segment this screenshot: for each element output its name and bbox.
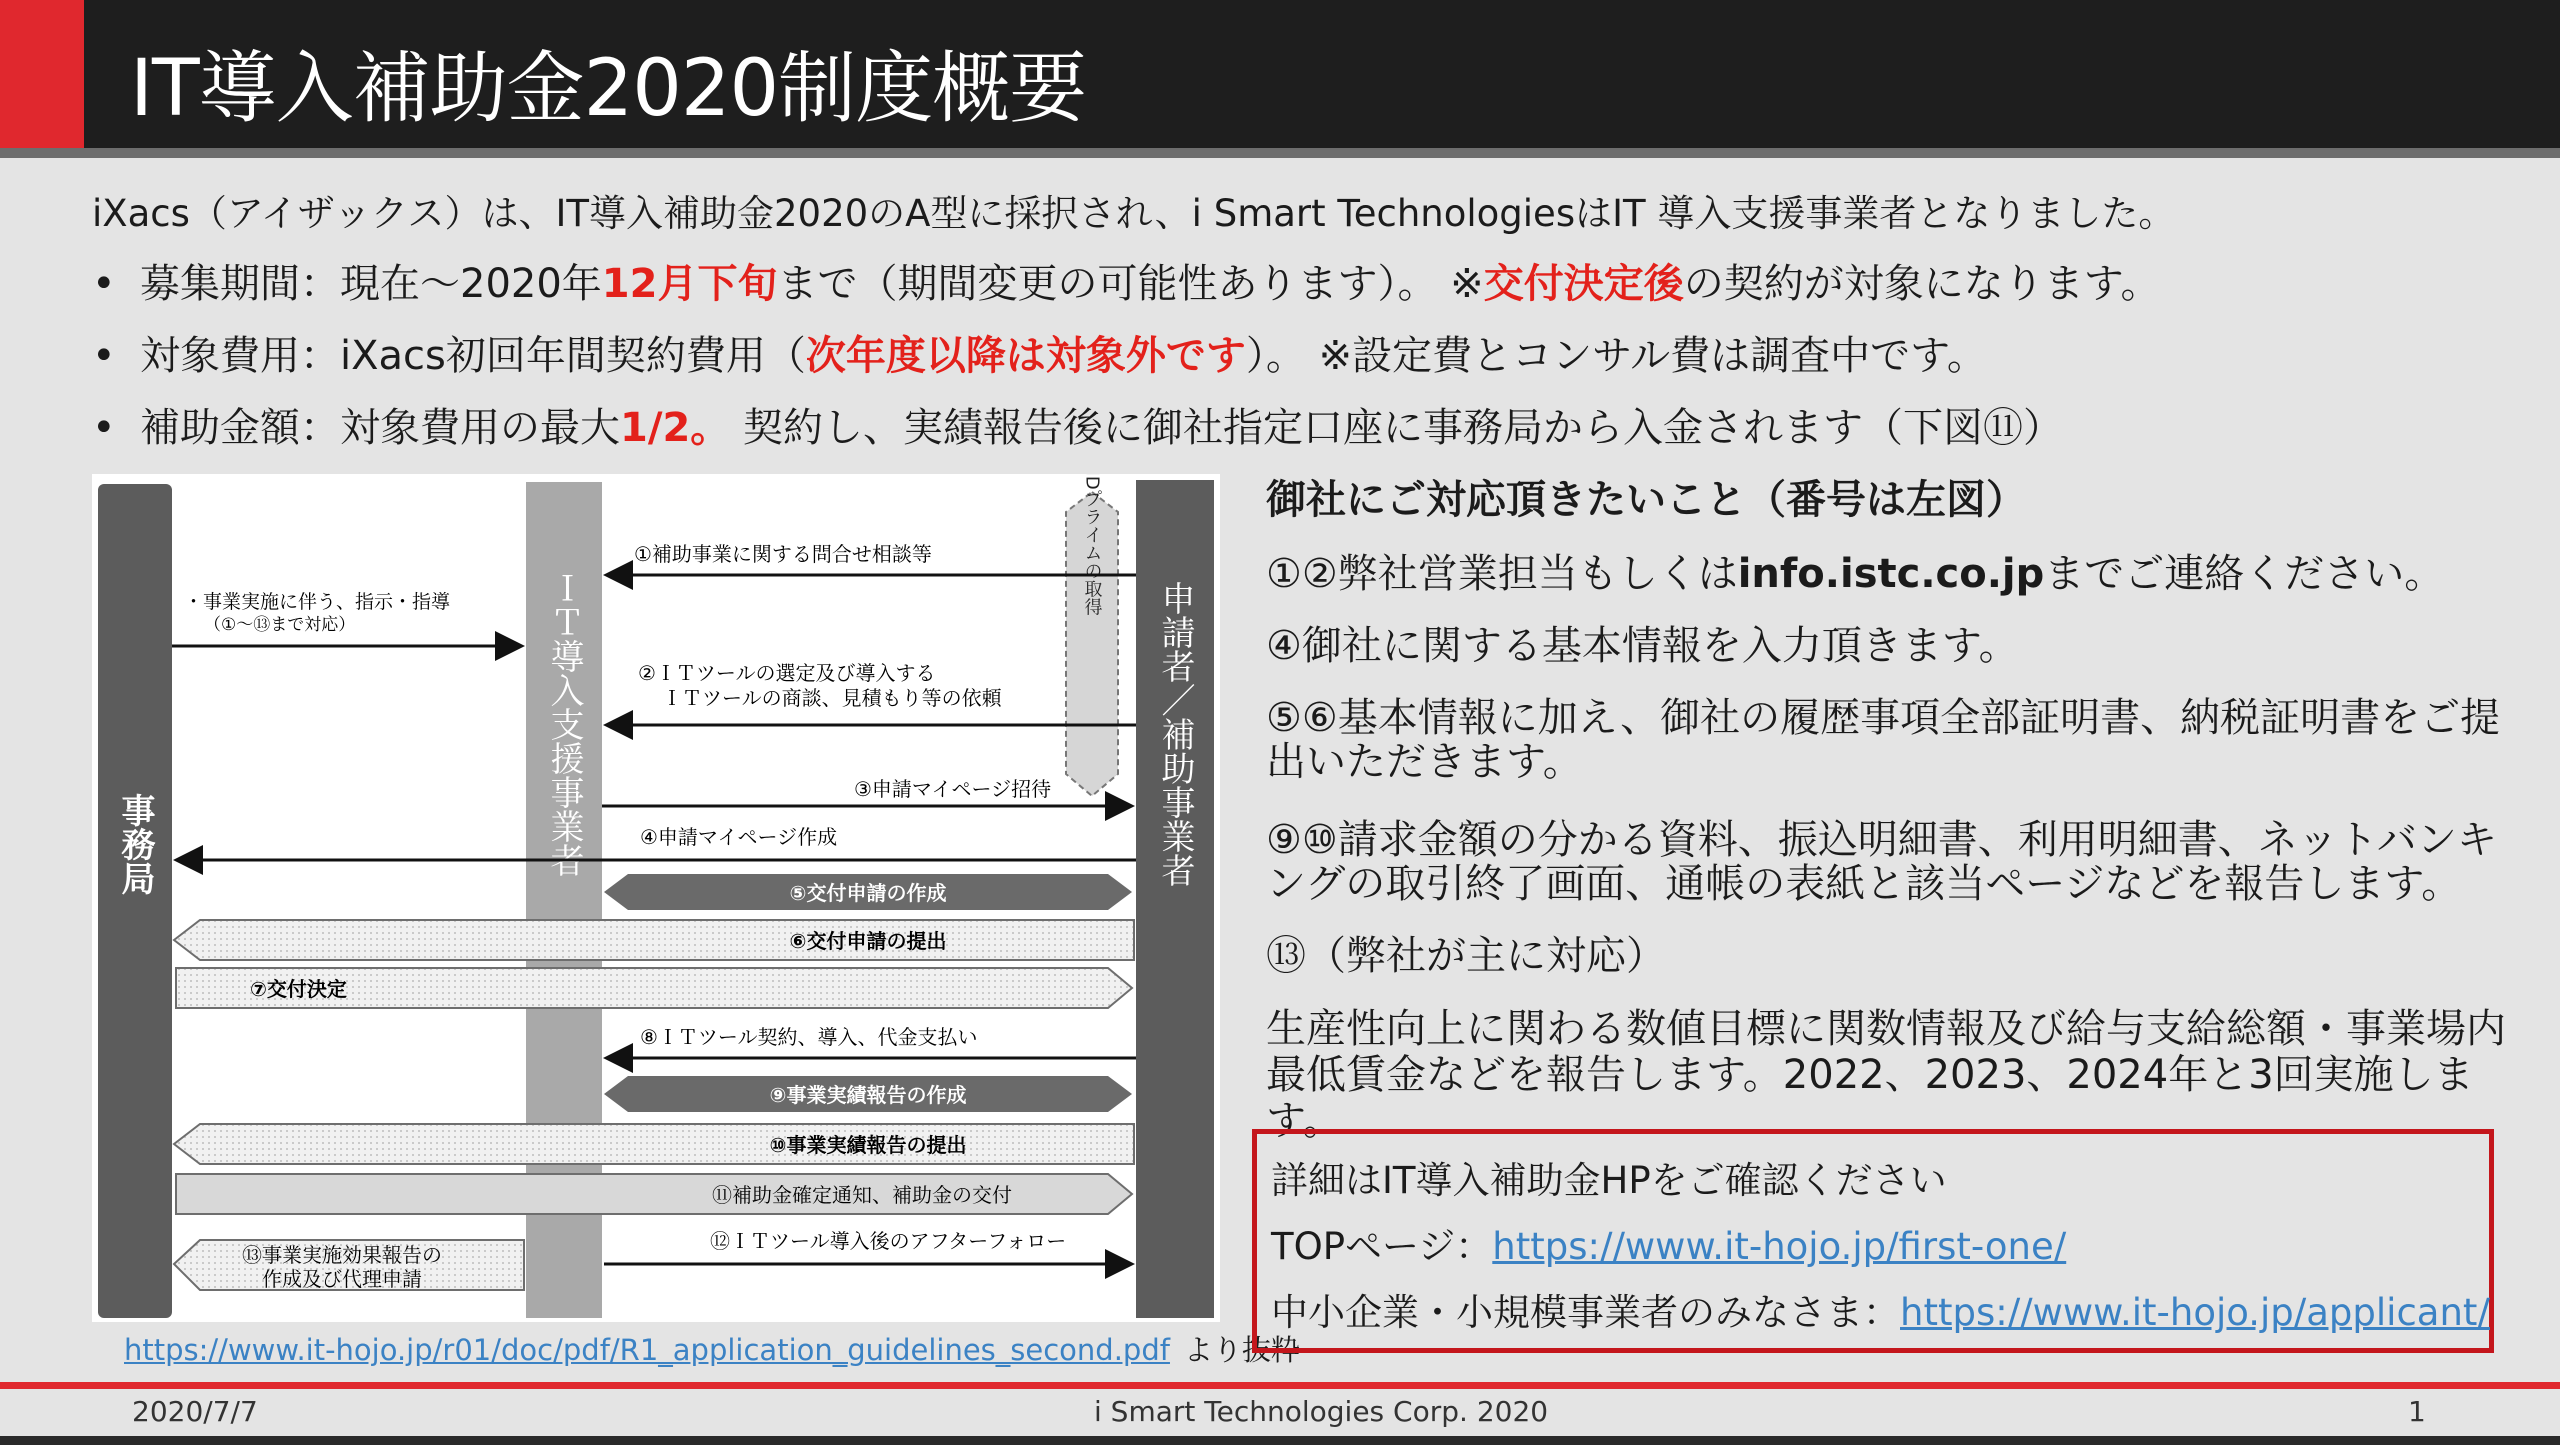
lane-it-vendor-label: ＩＴ導入支援事業者 (544, 571, 584, 877)
applicant-link[interactable]: https://www.it-hojo.jp/applicant/ (1900, 1291, 2490, 1334)
step-6-label: ⑥交付申請の提出 (789, 929, 947, 953)
footer-page-number: 1 (2408, 1395, 2426, 1428)
right-item-2: ④御社に関する基本情報を入力頂きます。 (1266, 623, 2019, 669)
step-5-label: ⑤交付申請の作成 (789, 881, 947, 905)
right-item-4: ⑨⑩請求金額の分かる資料、振込明細書、利用明細書、ネットバンキングの取引終了画面、通帳の表紙と該当ページなどを報告します。 (1266, 817, 2497, 907)
right-item-6: 生産性向上に関わる数値目標に関数情報及び給与支給総額・事業場内最低賃金などを報告します。2022、2023、2024年と3回実施します。 (1266, 1006, 2506, 1144)
right-heading: 御社にご対応頂きたいこと（番号は左図） (1266, 477, 2026, 523)
lane-secretariat-label: 事務局 (115, 793, 155, 895)
info-box-title: 詳細はIT導入補助金HPをご確認ください (1271, 1159, 1947, 1202)
step-4-label: ④申請マイページ作成 (640, 825, 838, 849)
lane-applicant-label: 申請者／補助事業者 (1155, 581, 1195, 887)
page-title: IT導入補助金2020制度概要 (130, 44, 1087, 134)
step-10-label: ⑩事業実績報告の提出 (769, 1133, 967, 1157)
footer-date: 2020/7/7 (132, 1395, 258, 1428)
source-link[interactable]: https://www.it-hojo.jp/r01/doc/pdf/R1_application_guidelines_second.pdf (124, 1333, 1170, 1367)
lane-secretariat (98, 484, 172, 1318)
top-page-link[interactable]: https://www.it-hojo.jp/first-one/ (1492, 1225, 2067, 1268)
right-item-3: ⑤⑥基本情報に加え、御社の履歴事項全部証明書、納税証明書をご提出いただきます。 (1266, 695, 2501, 785)
flow-diagram (92, 474, 1220, 1322)
bullet-amount: • 補助金額：対象費用の最大1/2。 契約し、実績報告後に御社指定口座に事務局から入金されます（下図⑪） (92, 405, 2063, 451)
left-note-1: ・事業実施に伴う、指示・指導 (184, 591, 451, 613)
info-box-sme-row: 中小企業・小規模事業者のみなさま：https://www.it-hojo.jp/applicant/ (1271, 1291, 2490, 1334)
step-3-label: ③申請マイページ招待 (854, 777, 1052, 801)
step-1-label: ①補助事業に関する問合せ相談等 (634, 542, 932, 566)
header-accent (0, 0, 84, 158)
gbiz-label: gBizIDプライムの取得 (1081, 474, 1103, 616)
header-divider (0, 148, 2560, 158)
step-12-label: ⑫ＩＴツール導入後のアフターフォロー (710, 1229, 1067, 1253)
left-note-2: （①～⑬まで対応） (204, 615, 356, 635)
step-11-label: ⑪補助金確定通知、補助金の交付 (712, 1183, 1012, 1207)
step-2a-label: ②ＩＴツールの選定及び導入する (638, 661, 936, 685)
arrow-step-6 (174, 920, 1134, 960)
footer-divider (0, 1382, 2560, 1389)
intro-text: iXacs（アイザックス）は、IT導入補助金2020のA型に採択され、i Smart TechnologiesはIT 導入支援事業者となりました。 (92, 192, 2176, 235)
step-7-label: ⑦交付決定 (250, 977, 347, 1001)
info-box (1252, 1129, 2494, 1353)
bullet-period: • 募集期間：現在～2020年12月下旬まで（期間変更の可能性あります）。 ※交付決定後の契約が対象になります。 (92, 261, 2161, 307)
step-13a-label: ⑬事業実施効果報告の (242, 1243, 442, 1267)
source-citation: https://www.it-hojo.jp/r01/doc/pdf/R1_application_guidelines_second.pdf より抜粋 (124, 1333, 1300, 1367)
step-9-label: ⑨事業実績報告の作成 (769, 1083, 967, 1107)
arrow-step-10 (174, 1124, 1134, 1164)
right-item-5: ⑬（弊社が主に対応） (1266, 933, 1666, 979)
bullet-cost: • 対象費用：iXacs初回年間契約費用（次年度以降は対象外です）。 ※設定費とコンサル費は調査中です。 (92, 333, 1987, 379)
footer-bar (0, 1436, 2560, 1445)
step-2b-label: ＩＴツールの商談、見積もり等の依頼 (662, 686, 1002, 710)
step-13b-label: 作成及び代理申請 (262, 1267, 422, 1291)
info-box-top-row: TOPページ：https://www.it-hojo.jp/first-one/ (1271, 1225, 2067, 1268)
footer-company: i Smart Technologies Corp. 2020 (1094, 1395, 1549, 1428)
right-item-1: ①②弊社営業担当もしくはinfo.istc.co.jpまでご連絡ください。 (1266, 551, 2445, 597)
step-8-label: ⑧ＩＴツール契約、導入、代金支払い (640, 1025, 978, 1049)
